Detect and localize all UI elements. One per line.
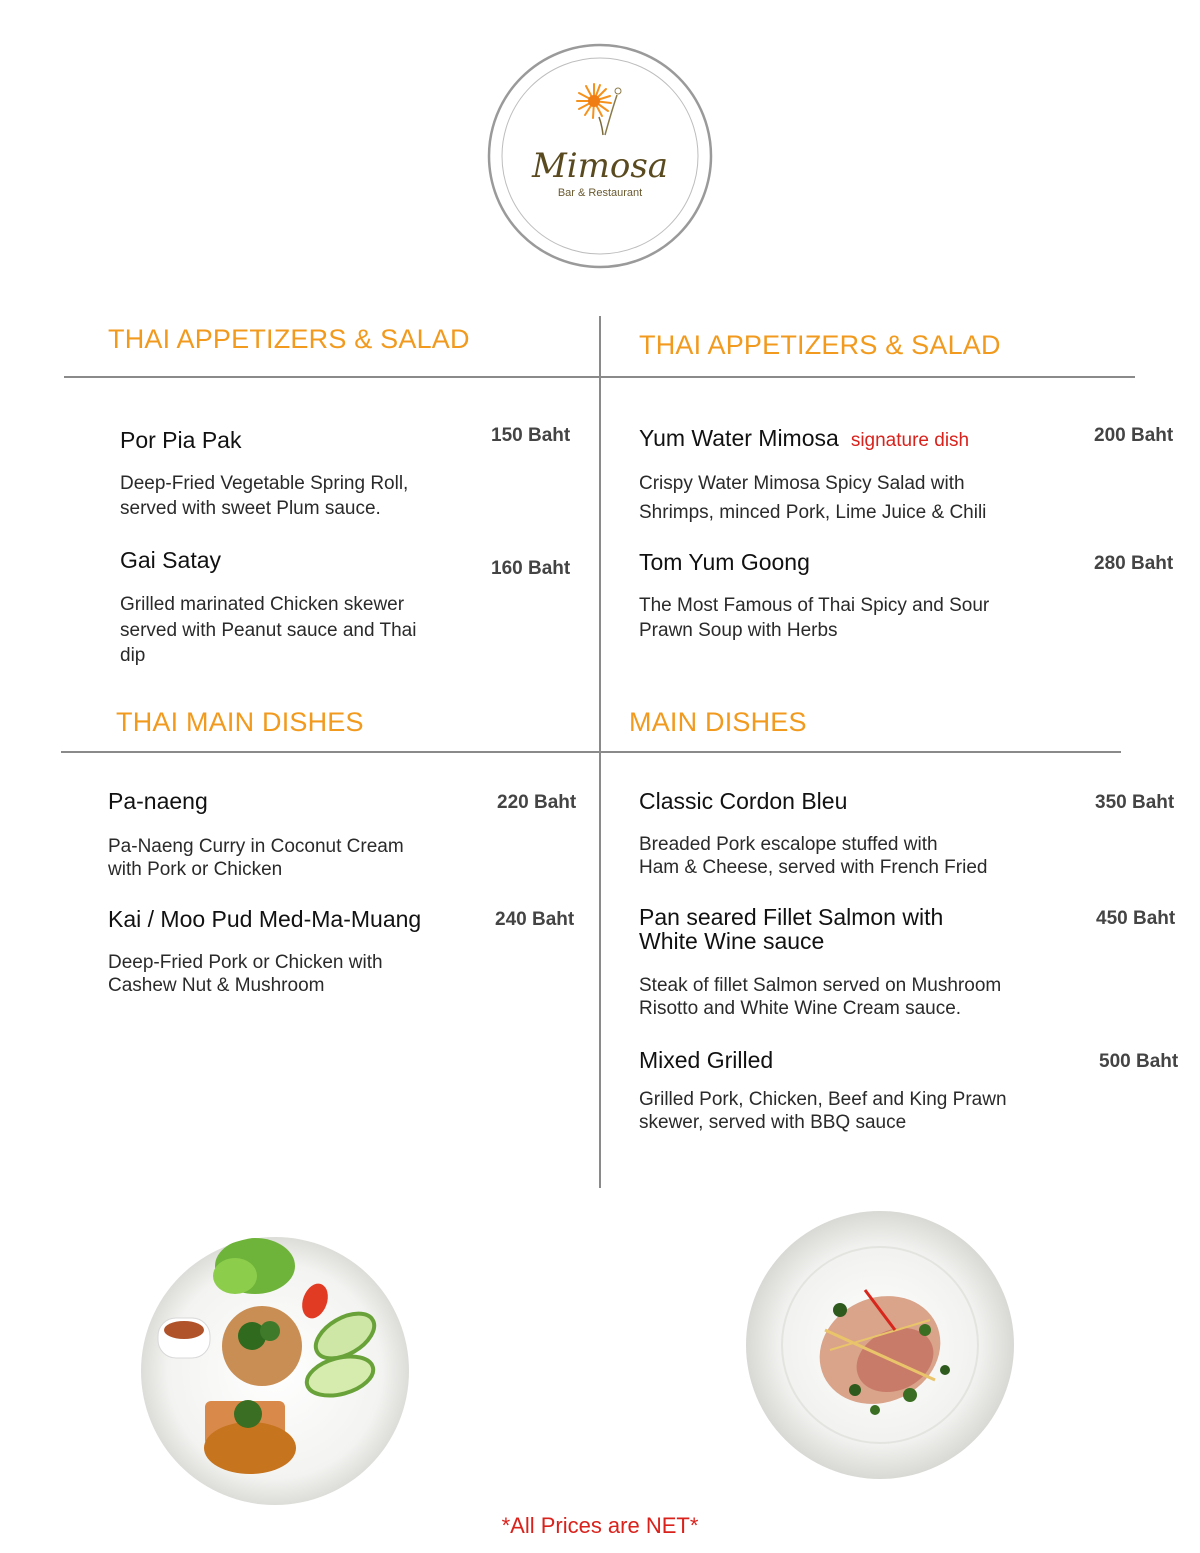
section-divider-top	[64, 376, 1135, 378]
dish-name-mixed-grilled: Mixed Grilled	[639, 1047, 774, 1073]
dish-name-kai-moo-pud: Kai / Moo Pud Med-Ma-Muang	[108, 906, 422, 932]
dish-name-tom-yum-goong: Tom Yum Goong	[639, 549, 810, 575]
dish-price-gai-satay: 160 Baht	[491, 558, 571, 579]
dish-price-cordon-bleu: 350 Baht	[1095, 792, 1175, 813]
logo-tagline: Bar & Restaurant	[557, 187, 643, 199]
dish-desc-por-pia-pak: Deep-Fried Vegetable Spring Roll, served with sweet Plum sauce.	[120, 473, 409, 519]
dish-desc-yum-water-mimosa: Crispy Water Mimosa Spicy Salad with Shrimps, minced Pork, Lime Juice & Chili	[639, 473, 987, 523]
dish-desc-salmon: Steak of fillet Salmon served on Mushroom Risotto and White Wine Cream sauce.	[639, 975, 1002, 1019]
section-title-thai-appetizers-right: THAI APPETIZERS & SALAD	[639, 330, 1001, 360]
dish-name-yum-water-mimosa	[639, 426, 969, 451]
dish-name-gai-satay: Gai Satay	[120, 547, 221, 573]
dish-name-salmon: Pan seared Fillet Salmon with White Wine sauce	[639, 904, 944, 955]
prices-net-note: *All Prices are NET*	[501, 1513, 699, 1538]
dish-name-pa-naeng: Pa-naeng	[108, 788, 208, 814]
spicy-salad-photo	[745, 1210, 1015, 1480]
dish-price-pa-naeng: 220 Baht	[497, 792, 577, 813]
mimosa-logo-icon	[487, 43, 713, 269]
dish-desc-kai-moo-pud: Deep-Fried Pork or Chicken with Cashew Nut & Mushroom	[108, 952, 383, 996]
section-divider-middle	[61, 751, 1121, 753]
thai-fried-rice-photo	[140, 1236, 410, 1506]
dish-name-cordon-bleu: Classic Cordon Bleu	[639, 788, 848, 814]
dish-price-yum-water-mimosa: 200 Baht	[1094, 425, 1174, 446]
section-title-main-dishes: MAIN DISHES	[629, 707, 807, 737]
logo-name: Mimosa	[531, 146, 669, 186]
dish-desc-gai-satay: Grilled marinated Chicken skewer served with Peanut sauce and Thai dip	[120, 594, 417, 667]
dish-desc-tom-yum-goong: The Most Famous of Thai Spicy and Sour Prawn Soup with Herbs	[639, 595, 990, 641]
restaurant-logo	[487, 43, 713, 269]
dish-desc-cordon-bleu: Breaded Pork escalope stuffed with Ham & Cheese, served with French Fried	[639, 834, 988, 878]
section-title-thai-main-dishes: THAI MAIN DISHES	[116, 707, 364, 737]
dish-desc-mixed-grilled: Grilled Pork, Chicken, Beef and King Prawn skewer, served with BBQ sauce	[639, 1089, 1007, 1133]
dish-price-tom-yum-goong: 280 Baht	[1094, 553, 1174, 574]
dish-name-por-pia-pak: Por Pia Pak	[120, 427, 242, 453]
dish-price-salmon: 450 Baht	[1096, 908, 1176, 929]
dish-price-mixed-grilled: 500 Baht	[1099, 1051, 1179, 1072]
dish-name-text: Yum Water Mimosa	[639, 425, 839, 451]
section-title-thai-appetizers-left: THAI APPETIZERS & SALAD	[108, 324, 470, 354]
dish-price-por-pia-pak: 150 Baht	[491, 425, 571, 446]
dish-price-kai-moo-pud: 240 Baht	[495, 909, 575, 930]
signature-dish-badge: signature dish	[850, 430, 970, 451]
dish-desc-pa-naeng: Pa-Naeng Curry in Coconut Cream with Pork or Chicken	[108, 836, 404, 880]
